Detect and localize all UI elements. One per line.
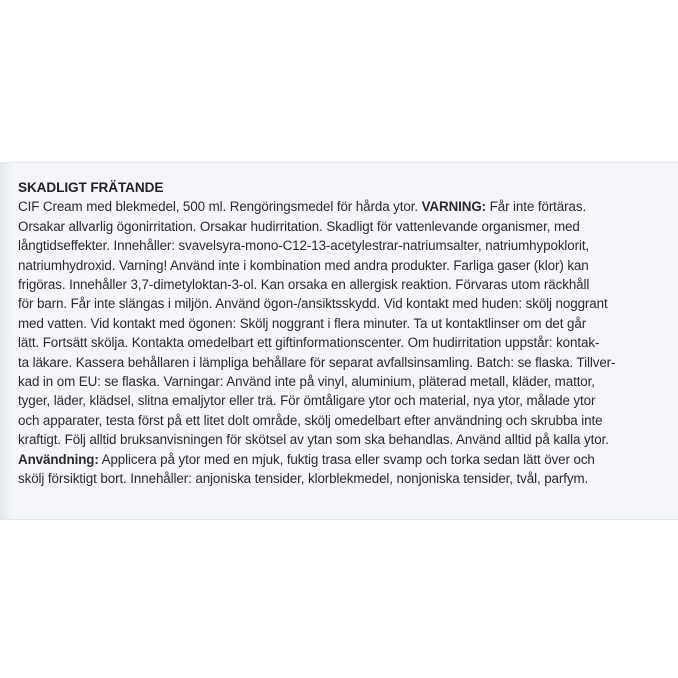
label-line: natriumhydroxid. Varning! Använd inte i kombination med andra produkter. Farliga gaser (klor) kan bbox=[18, 257, 589, 273]
label-line: med vatten. Vid kontakt med ögonen: Skölj noggrant i flera minuter. Ta ut kontaktlinser om det går bbox=[18, 315, 587, 331]
label-line: långtidseffekter. Innehåller: svavelsyra-mono-C12-13-acetylestrar-natriumsalter, natriumhypoklorit, bbox=[18, 238, 590, 254]
warning-keyword: VARNING: bbox=[421, 199, 487, 215]
label-line: för barn. Får inte slängas i miljön. Använd ögon-/ansiktsskydd. Vid kontakt med huden: skölj noggrant bbox=[18, 296, 608, 312]
label-text-block bbox=[18, 178, 670, 489]
label-line: lätt. Fortsätt skölja. Kontakta omedelbart ett giftinformationscenter. Om hudirritation uppstår: kontak- bbox=[18, 335, 600, 351]
hazard-heading: SKADLIGT FRÄTANDE bbox=[18, 180, 164, 195]
label-line-text: Får inte förtäras. bbox=[486, 199, 587, 215]
label-line: och apparater, testa först på ett litet dolt område, skölj omedelbart efter användning och skrubba inte bbox=[18, 412, 603, 428]
label-line: skölj försiktigt bort. Innehåller: anjoniska tensider, klorblekmedel, nonjoniska tensider, tvål, parfym. bbox=[18, 471, 589, 487]
label-line: Orsakar allvarlig ögonirritation. Orsakar hudirritation. Skadligt för vattenlevande organismer, med bbox=[18, 218, 580, 234]
label-line: frigöras. Innehåller 3,7-dimetyloktan-3-ol. Kan orsaka en allergisk reaktion. Förvaras utom räckhåll bbox=[18, 277, 590, 293]
label-line bbox=[18, 197, 670, 216]
label-line-text: Applicera på ytor med en mjuk, fuktig trasa eller svamp och torka sedan lätt över och bbox=[98, 451, 595, 467]
label-line bbox=[18, 450, 670, 469]
label-line: kraftigt. Följ alltid bruksanvisningen för skötsel av ytan som ska behandlas. Använd alltid på kalla ytor. bbox=[18, 432, 609, 448]
label-line-text: CIF Cream med blekmedel, 500 ml. Rengöringsmedel för hårda ytor. bbox=[18, 199, 422, 215]
usage-keyword: Användning: bbox=[18, 451, 99, 467]
label-line: tyger, läder, klädsel, slitna emaljytor eller trä. För ömtåligare ytor och material, nya ytor, målade ytor bbox=[18, 393, 596, 409]
label-line: kad in om EU: se flaska. Varningar: Använd inte på vinyl, aluminium, pläterad metall, kläder, mattor, bbox=[18, 374, 595, 390]
label-line: ta läkare. Kassera behållaren i lämpliga behållare för separat avfallsinsamling. Batch: se flaska. Tillver- bbox=[18, 354, 616, 370]
